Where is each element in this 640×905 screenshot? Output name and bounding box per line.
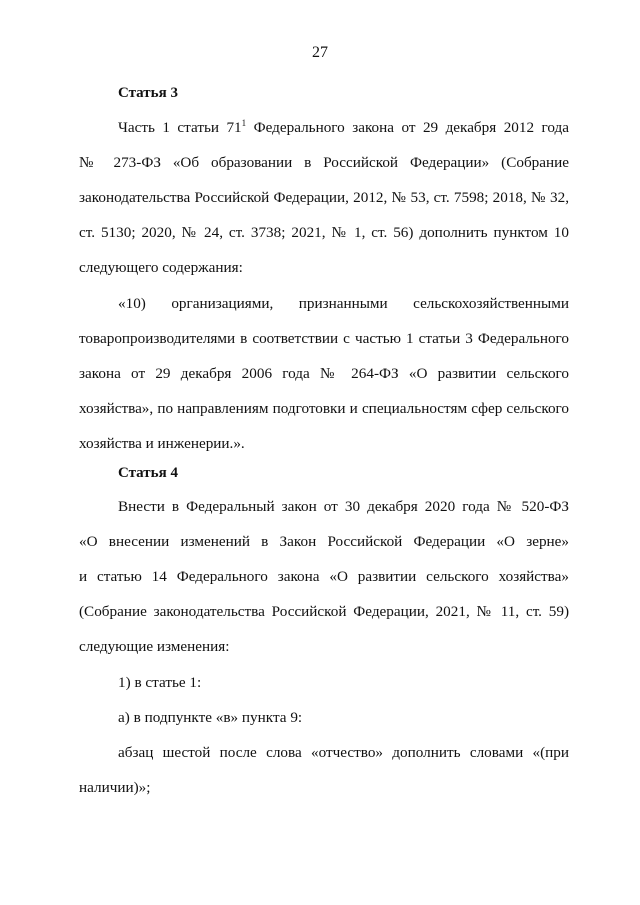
paragraph-line: 1) в статье 1: (118, 674, 202, 691)
paragraph-line: Внести в Федеральный закон от 30 декабря 2020 года № 520-ФЗ (118, 498, 569, 515)
paragraph-line: хозяйства», по направлениям подготовки и специальностям сфер сельского (79, 400, 569, 417)
superscript: 1 (241, 118, 247, 128)
paragraph-line: (Собрание законодательства Российской Федерации, 2021, № 11, ст. 59) (79, 603, 569, 620)
paragraph-line (118, 118, 569, 138)
paragraph-line: и статью 14 Федерального закона «О развитии сельского хозяйства» (79, 568, 569, 585)
paragraph-line: товаропроизводителями в соответствии с частью 1 статьи 3 Федерального (79, 330, 569, 347)
paragraph-line: наличии)»; (79, 779, 151, 796)
paragraph-line: закона от 29 декабря 2006 года № 264-ФЗ «О развитии сельского (79, 365, 569, 382)
article-4-heading: Статья 4 (118, 465, 178, 481)
page-number: 27 (312, 44, 328, 61)
paragraph-line: а) в подпункте «в» пункта 9: (118, 709, 303, 726)
paragraph-line: № 273-ФЗ «Об образовании в Российской Федерации» (Собрание (79, 154, 569, 171)
paragraph-line: абзац шестой после слова «отчество» дополнить словами «(при (118, 744, 569, 761)
paragraph-line: следующего содержания: (79, 259, 243, 276)
first-line-rest: Федерального закона от 29 декабря 2012 года (253, 119, 569, 136)
paragraph-line: следующие изменения: (79, 638, 230, 655)
article-3-heading: Статья 3 (118, 85, 178, 101)
paragraph-line: хозяйства и инженерии.». (79, 435, 245, 452)
paragraph-line: «10) организациями, признанными сельскохозяйственными (118, 295, 569, 312)
paragraph-line: законодательства Российской Федерации, 2012, № 53, ст. 7598; 2018, № 32, (79, 189, 569, 206)
paragraph-line: «О внесении изменений в Закон Российской Федерации «О зерне» (79, 533, 569, 550)
first-line-prefix: Часть 1 статьи 71 (118, 119, 242, 136)
paragraph-line: ст. 5130; 2020, № 24, ст. 3738; 2021, № 1, ст. 56) дополнить пунктом 10 (79, 224, 569, 241)
